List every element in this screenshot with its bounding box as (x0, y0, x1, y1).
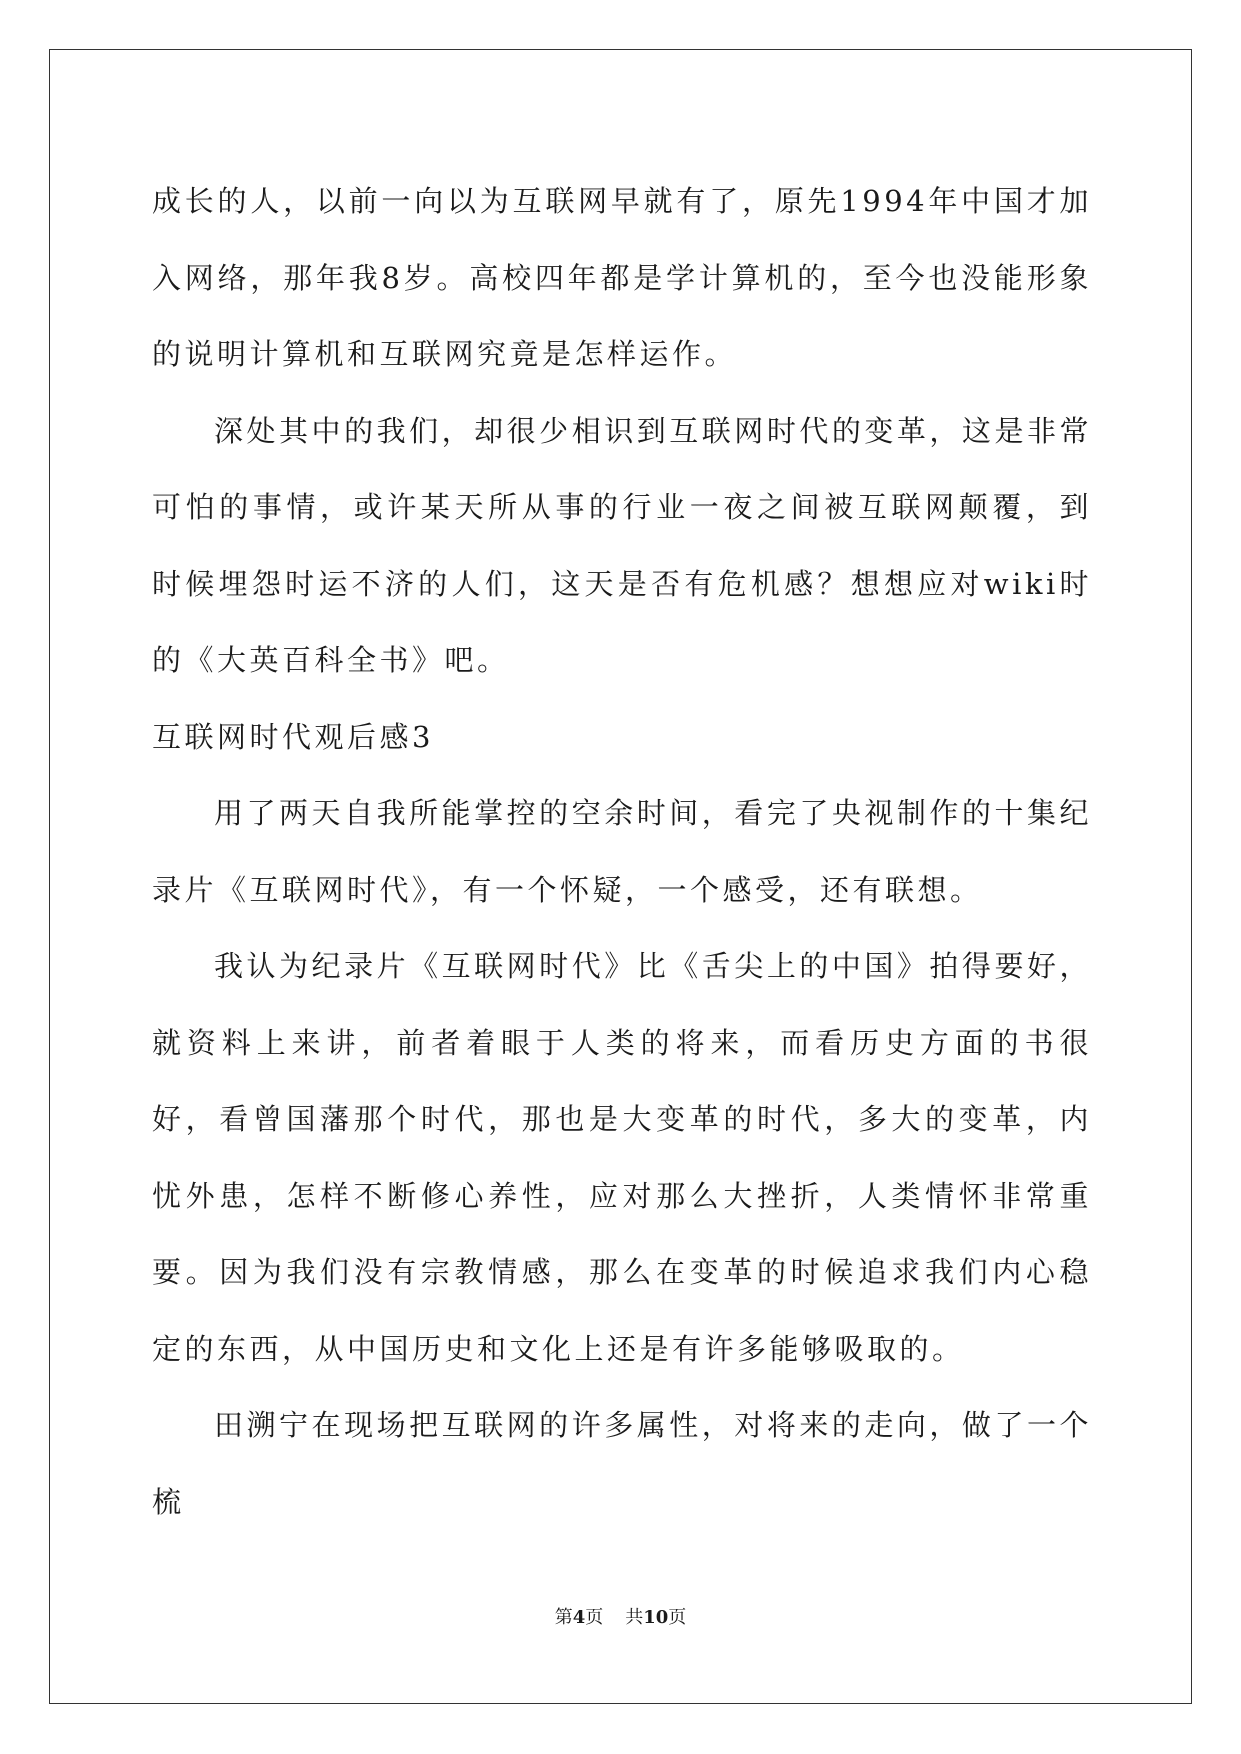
footer-page-suffix: 页 (585, 1607, 604, 1628)
paragraph-4: 我认为纪录片《互联网时代》比《舌尖上的中国》拍得要好，就资料上来讲，前者着眼于人类的将来，而看历史方面的书很好，看曾国藩那个时代，那也是大变革的时代，多大的变革，内忧外患，怎样不断修心养性，应对那么大挫折，人类情怀非常重要。因为我们没有宗教情感，那么在变革的时候追求我们内心稳定的东西，从中国历史和文化上还是有许多能够吸取的。 (152, 949, 1092, 1366)
paragraph-2: 深处其中的我们，却很少相识到互联网时代的变革，这是非常可怕的事情，或许某天所从事的行业一夜之间被互联网颠覆，到时候埋怨时运不济的人们，这天是否有危机感？想想应对wiki时的《大英百科全书》吧。 (152, 413, 1092, 677)
document-body (152, 163, 1092, 1540)
paragraph-5: 田溯宁在现场把互联网的许多属性，对将来的走向，做了一个梳 (152, 1408, 1092, 1519)
footer-page-prefix: 第 (554, 1607, 573, 1628)
footer-page-number: 4 (572, 1607, 586, 1628)
paragraph-1: 成长的人，以前一向以为互联网早就有了，原先1994年中国才加入网络，那年我8岁。高校四年都是学计算机的，至今也没能形象的说明计算机和互联网究竟是怎样运作。 (152, 184, 1092, 371)
footer-total-suffix: 页 (668, 1607, 687, 1628)
paragraph-3: 用了两天自我所能掌控的空余时间，看完了央视制作的十集纪录片《互联网时代》，有一个怀疑，一个感受，还有联想。 (152, 796, 1092, 907)
footer-total-prefix: 共 (625, 1607, 644, 1628)
page-footer (0, 1606, 1241, 1630)
section-heading: 互联网时代观后感3 (152, 719, 434, 754)
footer-total-pages: 10 (643, 1607, 669, 1628)
